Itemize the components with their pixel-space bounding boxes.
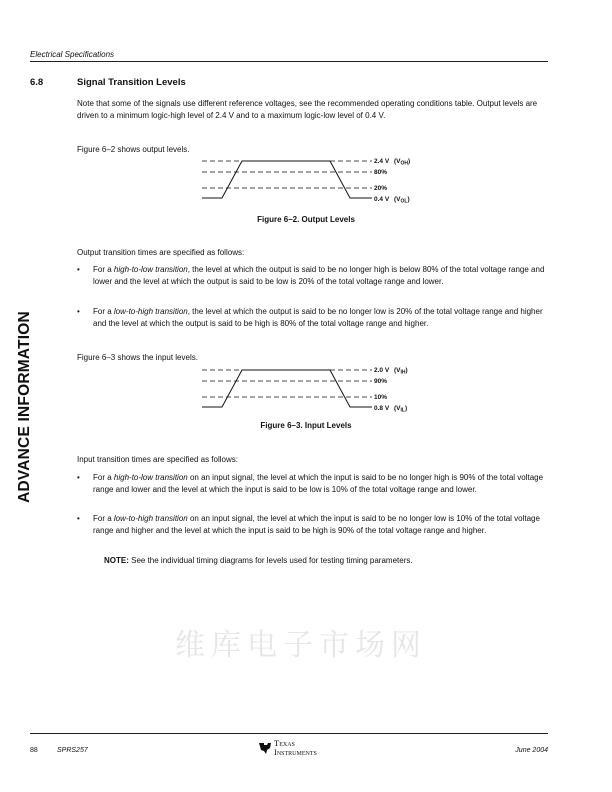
output-bullet: • For a high-to-low transition, the level at which the output is said to be no longer high is below 80% of the total voltage range and lower and the level at which the output is said to be low is 20% of the total voltage range and lower. bbox=[77, 265, 545, 286]
input-transition-intro: Input transition times are specified as follows: bbox=[77, 455, 238, 464]
level-high-label: 2.0 V $(V_{IH})$ bbox=[374, 367, 408, 376]
advance-information-label: ADVANCE INFORMATION bbox=[16, 311, 33, 503]
header-rule bbox=[30, 61, 548, 62]
input-bullet: • For a low-to-high transition on an input signal, the level at which the input is said to be no longer low is 10% of the total voltage range and higher and the level at which the input is said to be high is 90% of the total voltage range and higher. bbox=[77, 514, 540, 535]
figure-6-3-reference: Figure 6–3 shows the input levels. bbox=[77, 353, 198, 362]
ti-logo bbox=[258, 739, 317, 756]
footer-rule bbox=[30, 733, 548, 734]
page-number: 88 bbox=[30, 747, 38, 754]
note: NOTE: See the individual timing diagrams for levels used for testing timing parameters. bbox=[104, 556, 413, 565]
figure-6-2-reference: Figure 6–2 shows output levels. bbox=[77, 145, 190, 154]
doc-number: SPRS257 bbox=[57, 747, 88, 754]
level-high-label: 2.4 V $(V_{OH})$ bbox=[374, 158, 411, 167]
input-levels-diagram bbox=[0, 364, 612, 416]
pct-low-label: 10% bbox=[374, 394, 388, 401]
level-low-label: 0.8 V $(V_{IL})$ bbox=[374, 405, 408, 414]
input-bullet: • For a high-to-low transition on an input signal, the level at which the input is said to be no longer high is 90% of the total voltage range and lower and the level at which the input is said to be low is 10% of the total voltage range and lower. bbox=[77, 473, 544, 494]
logo-line-2: Instruments bbox=[274, 746, 317, 757]
running-header: Electrical Specifications bbox=[30, 50, 115, 59]
output-bullet: • For a low-to-high transition, the level at which the output is said to be no longer low is 20% of the total voltage range and higher and the level at which the output is said to be high is 80% of the total voltage range and higher. bbox=[77, 307, 543, 328]
figure-6-2-caption: Figure 6–2. Output Levels bbox=[257, 215, 355, 224]
intro-paragraph: Note that some of the signals use different reference voltages, see the recommended operating conditions table. Output levels are driven to a minimum logic-high level of 2.4 V and to a maximum logic-low level of 0.4 V. bbox=[77, 99, 538, 120]
ti-logo-icon bbox=[258, 741, 272, 755]
output-transition-intro: Output transition times are specified as follows: bbox=[77, 248, 245, 257]
logo-line-1: Texas bbox=[274, 738, 295, 748]
section-title: Signal Transition Levels bbox=[77, 77, 186, 88]
section-number: 6.8 bbox=[30, 77, 44, 88]
output-levels-diagram bbox=[0, 155, 612, 209]
level-low-label: 0.4 V $(V_{OL})$ bbox=[374, 196, 410, 205]
pct-high-label: 80% bbox=[374, 169, 388, 176]
figure-6-3-caption: Figure 6–3. Input Levels bbox=[260, 421, 352, 430]
watermark: 维库电子市场网 bbox=[175, 628, 427, 663]
pct-high-label: 90% bbox=[374, 378, 388, 385]
date: June 2004 bbox=[515, 747, 548, 754]
pct-low-label: 20% bbox=[374, 185, 388, 192]
